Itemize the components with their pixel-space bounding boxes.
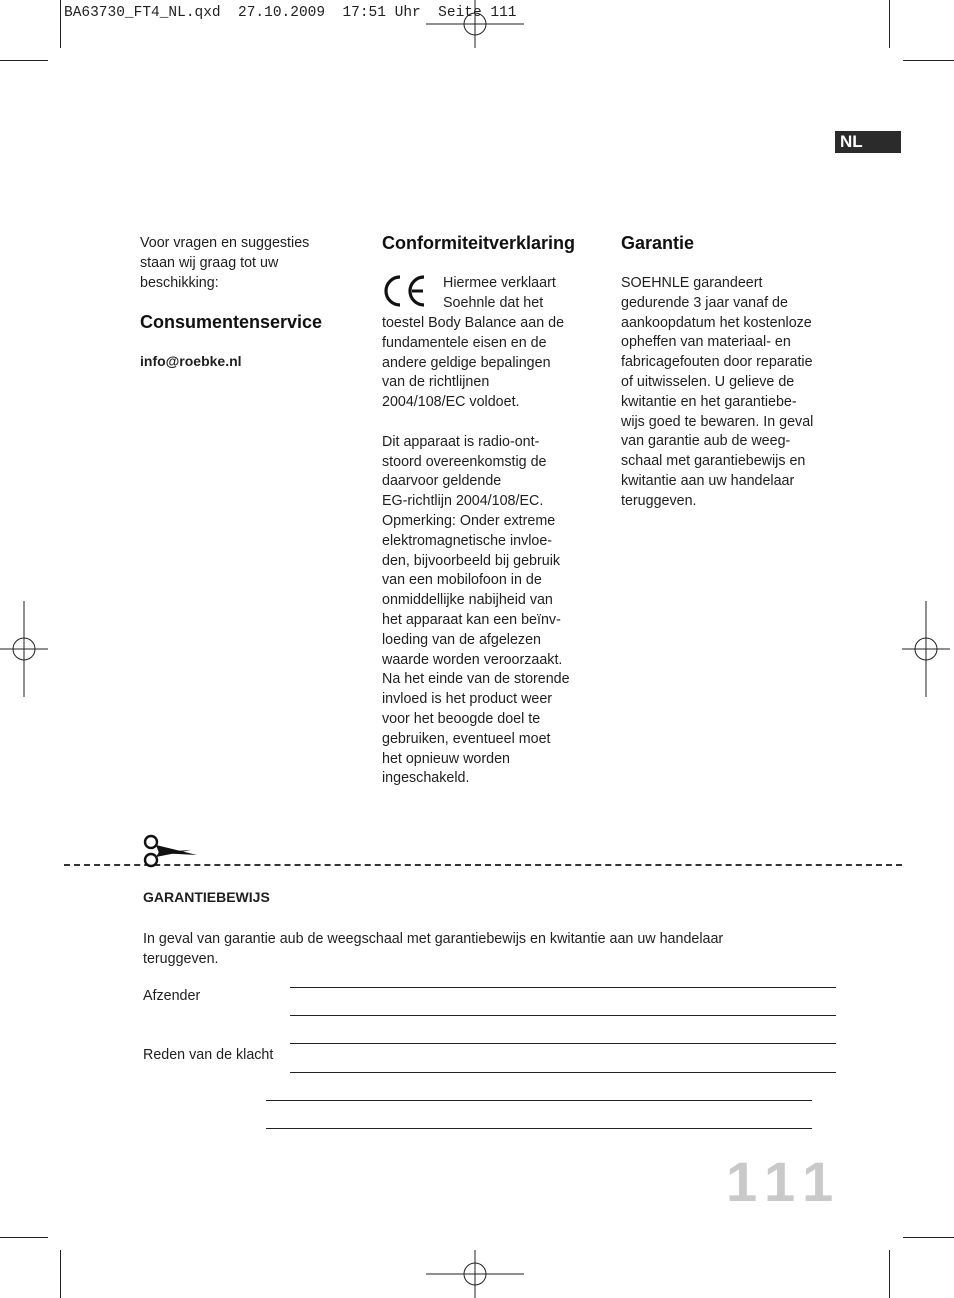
- consumer-service-heading: Consumentenservice: [140, 312, 323, 333]
- complaint-label: Reden van de klacht: [143, 1047, 274, 1063]
- page-number: 111: [726, 1150, 844, 1213]
- crop-mark: [889, 0, 890, 48]
- registration-mark-icon: [0, 601, 48, 697]
- crop-mark: [60, 1250, 61, 1298]
- contact-email: info@roebke.nl: [140, 353, 242, 370]
- crop-mark: [903, 60, 954, 61]
- crop-mark: [903, 1237, 954, 1238]
- crop-mark: [60, 0, 61, 48]
- warranty-body: SOEHNLE garandeert gedurende 3 jaar vanaf de aankoopdatum het kostenloze opheffen van materiaal- en fabricagefouten door reparatie of uitwisselen. U gelieve de kwitantie en het garantiebe- wijs goed te bewaren. In geval van garantie aub de weeg- schaal met garantiebewijs en kwitantie aan uw handelaar teruggeven.: [621, 275, 814, 509]
- language-badge: NL: [835, 131, 901, 153]
- warranty-heading: Garantie: [621, 233, 695, 253]
- registration-mark-icon: [426, 1250, 524, 1298]
- scissors-icon: [141, 833, 199, 869]
- sender-line[interactable]: [290, 987, 836, 988]
- complaint-line[interactable]: [266, 1128, 812, 1129]
- sender-label: Afzender: [143, 988, 201, 1004]
- coupon-instruction: In geval van garantie aub de weegschaal met garantiebewijs en kwitantie aan uw handelaar teruggeven.: [143, 931, 724, 967]
- sender-line[interactable]: [290, 1015, 836, 1016]
- complaint-line[interactable]: [290, 1072, 836, 1073]
- registration-mark-icon: [902, 601, 950, 697]
- coupon-title: GARANTIEBEWIJS: [143, 889, 270, 905]
- ce-side-text: Hiermee verklaart Soehnle dat het: [443, 275, 556, 311]
- print-slug: BA63730_FT4_NL.qxd 27.10.2009 17:51 Uhr Seite 111: [64, 5, 517, 21]
- complaint-line[interactable]: [266, 1100, 812, 1101]
- complaint-line[interactable]: [290, 1043, 836, 1044]
- crop-mark: [889, 1250, 890, 1298]
- contact-column: [140, 234, 340, 372]
- crop-mark: [0, 1237, 48, 1238]
- conformity-heading: Conformiteitverklaring: [382, 233, 576, 253]
- ce-mark-icon: [382, 273, 426, 309]
- radio-interference-paragraph: Dit apparaat is radio-ont- stoord overeenkomstig de daarvoor geldende EG-richtlijn 2004/108/EC. Opmerking: Onder extreme elektromagnetische invloe- den, bijvoorbeeld bij gebruik van een mobilofoon in de onmiddellijke nabijheid van het apparaat kan een beïnv- loeding van de afgelezen waarde worden veroorzaakt. Na het einde van de storende invloed is het product weer voor het beoogde doel te gebruiken, eventueel moet het opnieuw worden ingeschakeld.: [382, 433, 570, 787]
- contact-intro: Voor vragen en suggesties staan wij graag tot uw beschikking:: [140, 235, 310, 291]
- warranty-column: [621, 232, 841, 512]
- conformity-body: [382, 314, 597, 789]
- registration-mark-icon: [426, 0, 524, 48]
- crop-mark: [0, 60, 48, 61]
- conformity-paragraph: toestel Body Balance aan de fundamentele eisen en de andere geldige bepalingen van de richtlijnen 2004/108/EC voldoet.: [382, 315, 565, 411]
- conformity-column: [382, 232, 597, 254]
